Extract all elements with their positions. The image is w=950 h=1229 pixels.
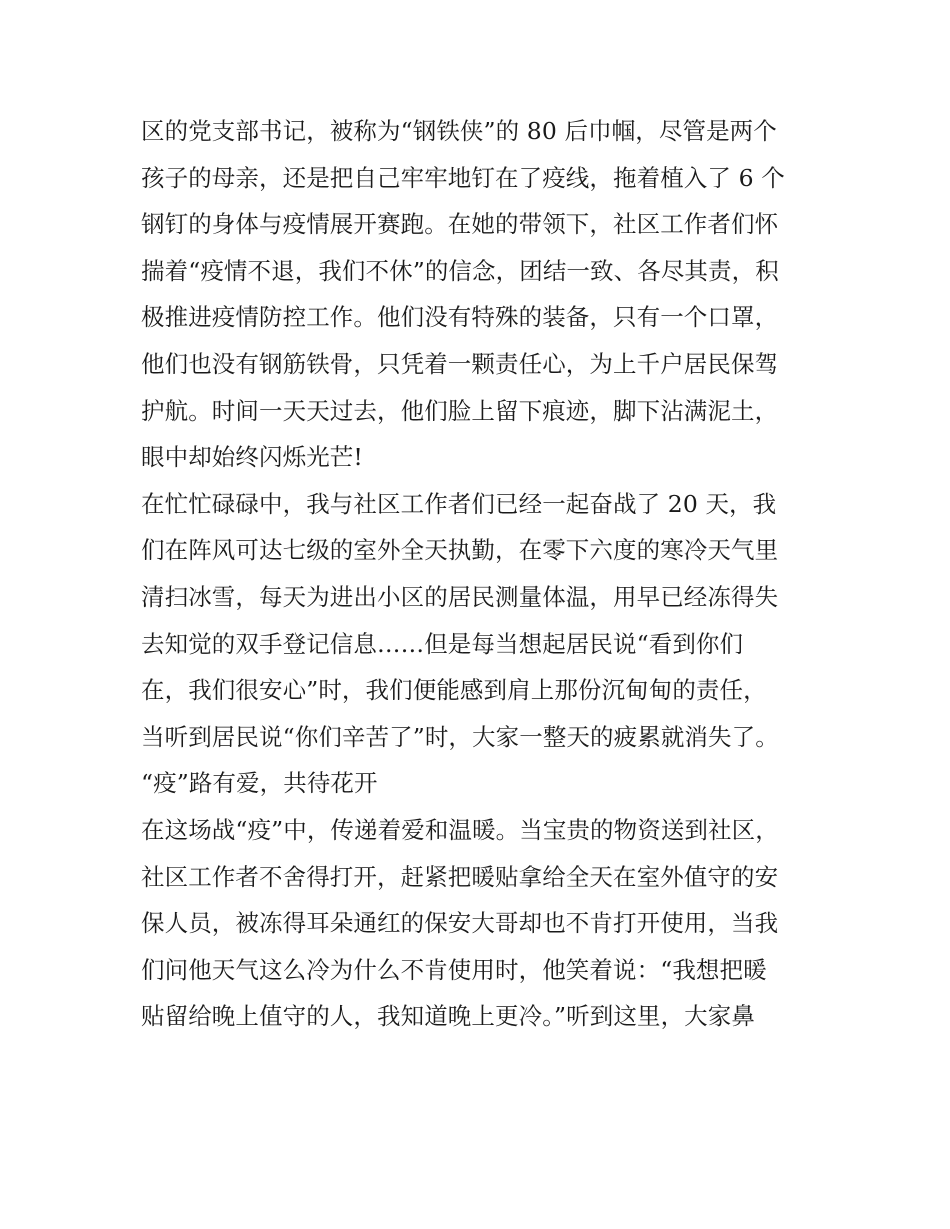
text-line: 他们也没有钢筋铁骨，只凭着一颗责任心，为上千户居民保驾: [141, 349, 779, 378]
text-line: 们在阵风可达七级的室外全天执勤，在零下六度的寒冷天气里: [141, 536, 779, 565]
text-line: 在这场战“疫”中，传递着爱和温暖。当宝贵的物资送到社区，: [141, 815, 779, 844]
text-line: 揣着“疫情不退，我们不休”的信念，团结一致、各尽其责，积: [141, 256, 779, 285]
text-line: 孩子的母亲，还是把自己牢牢地钉在了疫线，拖着植入了 6 个: [141, 163, 785, 192]
text-line: 去知觉的双手登记信息……但是每当想起居民说“看到你们: [141, 629, 744, 658]
text-line: 在，我们很安心”时，我们便能感到肩上那份沉甸甸的责任，: [141, 676, 767, 705]
section-heading: “疫”路有爱，共待花开: [141, 769, 378, 798]
text-line: 钢钉的身体与疫情展开赛跑。在她的带领下，社区工作者们怀: [141, 210, 779, 239]
text-line: 极推进疫情防控工作。他们没有特殊的装备，只有一个口罩，: [141, 303, 779, 332]
text-line: 们问他天气这么冷为什么不肯使用时，他笑着说：“我想把暖: [141, 955, 767, 984]
body-text: [141, 108, 821, 1040]
text-line: 当听到居民说“你们辛苦了”时，大家一整天的疲累就消失了。: [141, 722, 779, 751]
text-line: 区的党支部书记，被称为“钢铁侠”的 80 后巾帼，尽管是两个: [141, 117, 777, 145]
text-line: 保人员，被冻得耳朵通红的保安大哥却也不肯打开使用，当我: [141, 909, 779, 938]
text-line: 眼中却始终闪烁光芒!: [141, 443, 363, 472]
text-line: 社区工作者不舍得打开，赶紧把暖贴拿给全天在室外值守的安: [141, 862, 779, 891]
text-line: 清扫冰雪，每天为进出小区的居民测量体温，用早已经冻得失: [141, 582, 779, 611]
text-line: 在忙忙碌碌中，我与社区工作者们已经一起奋战了 20 天，我: [141, 489, 777, 518]
text-line: 护航。时间一天天过去，他们脸上留下痕迹，脚下沾满泥土，: [141, 396, 779, 425]
text-line: 贴留给晚上值守的人，我知道晚上更冷。”听到这里，大家鼻: [141, 1002, 755, 1031]
